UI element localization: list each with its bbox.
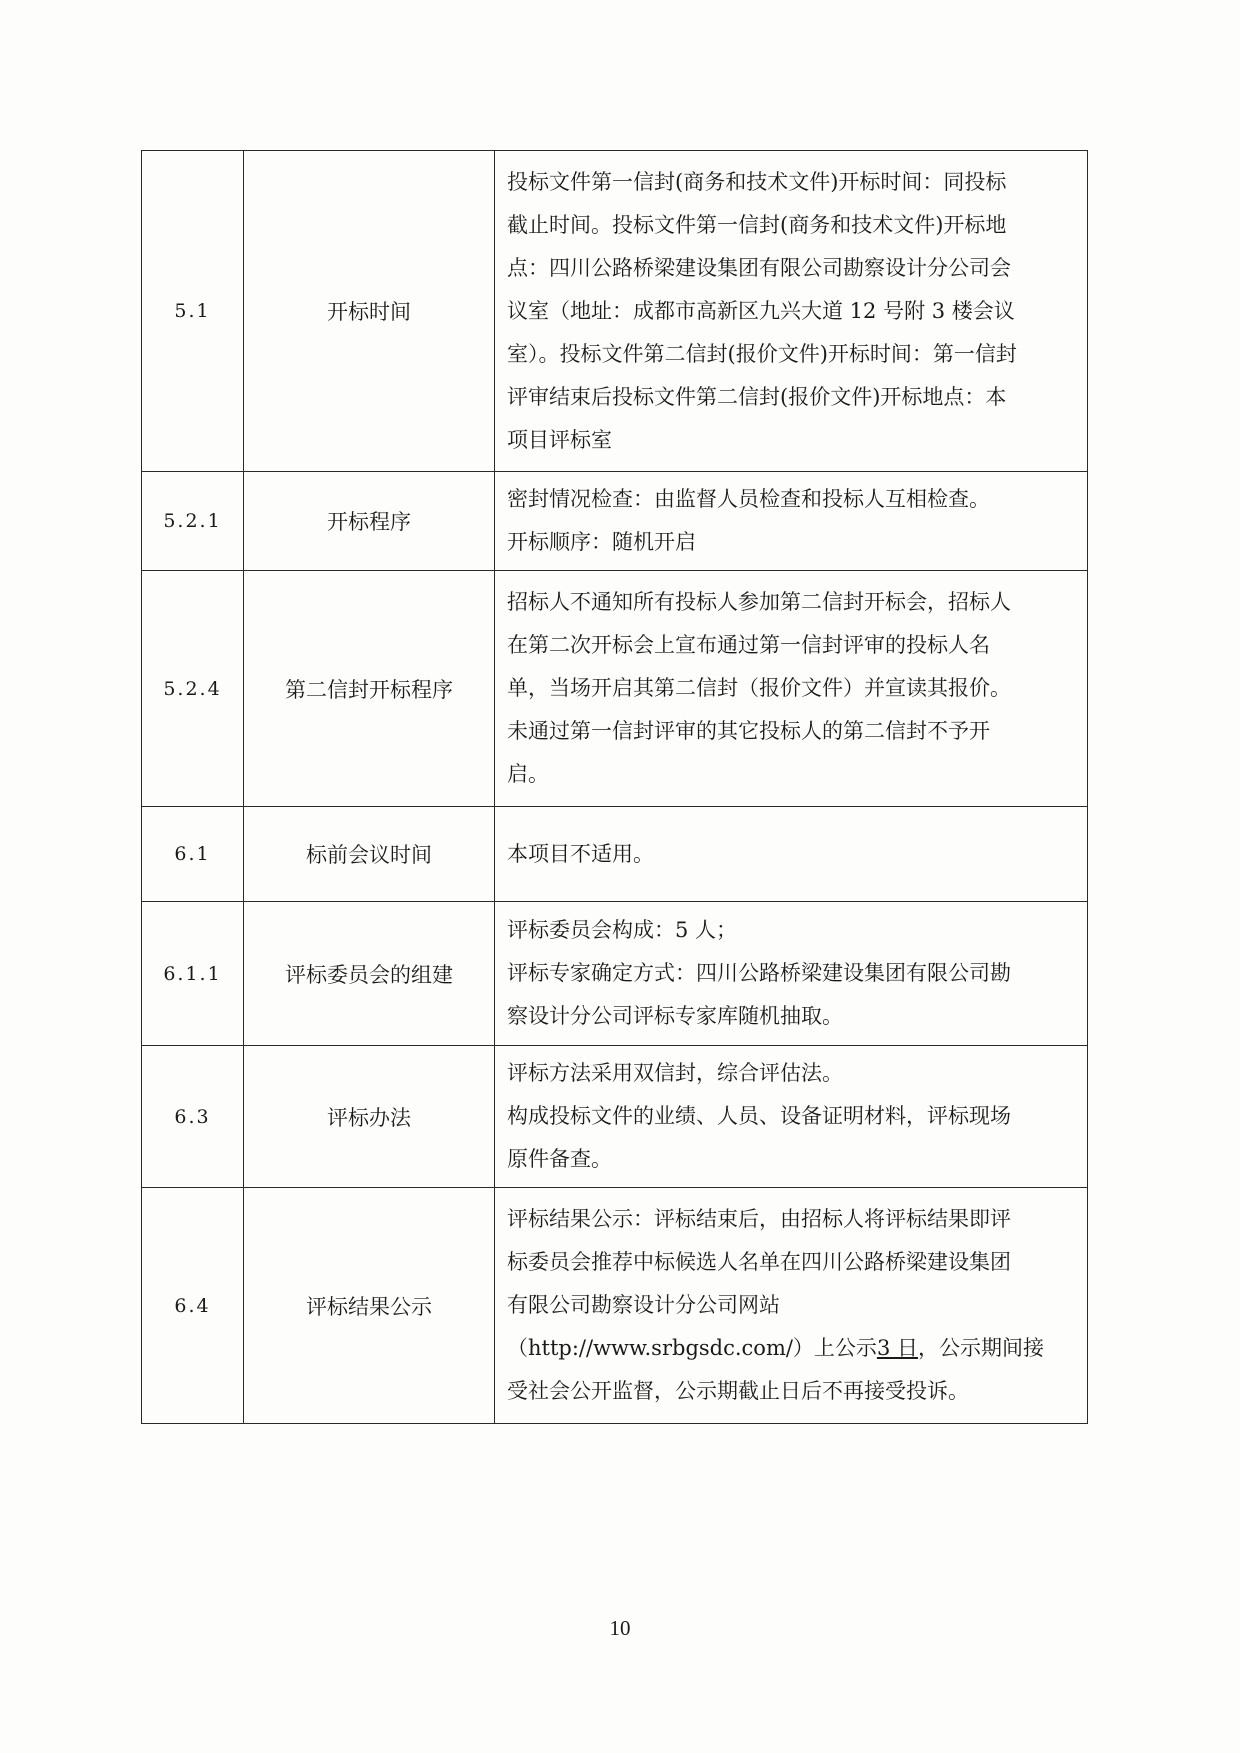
clause-content [495, 151, 1088, 472]
website-url-text: （http://www.srbgsdc.com/）上公示 [507, 1336, 877, 1360]
clause-content [495, 571, 1088, 807]
table-row [142, 151, 1088, 472]
table-row [142, 472, 1088, 571]
clause-content [495, 1046, 1088, 1188]
clause-number: 6.4 [142, 1188, 244, 1424]
clause-number: 6.1 [142, 807, 244, 902]
clause-table [141, 150, 1088, 1424]
table-row [142, 1188, 1088, 1424]
content-line: 单，当场开启其第二信封（报价文件）并宣读其报价。 [507, 676, 1011, 700]
clause-name: 开标程序 [244, 472, 495, 571]
content-line [507, 1327, 1075, 1370]
content-line: 密封情况检查：由监督人员检查和投标人互相检查。 [507, 487, 990, 511]
clause-content [495, 1188, 1088, 1424]
content-line: 察设计分公司评标专家库随机抽取。 [507, 1004, 843, 1028]
clause-number: 5.1 [142, 151, 244, 472]
content-line: 标委员会推荐中标候选人名单在四川公路桥梁建设集团 [507, 1250, 1011, 1274]
table-row [142, 571, 1088, 807]
content-line: 截止时间。投标文件第一信封(商务和技术文件)开标地 [507, 212, 1007, 237]
clause-content [495, 472, 1088, 571]
content-line: 评标结果公示：评标结束后，由招标人将评标结果即评 [507, 1207, 1011, 1231]
content-line: 构成投标文件的业绩、人员、设备证明材料，评标现场 [507, 1104, 1011, 1128]
clause-number: 5.2.1 [142, 472, 244, 571]
table-row [142, 902, 1088, 1046]
content-line: 评审结束后投标文件第二信封(报价文件)开标地点：本 [507, 384, 1007, 409]
clause-name: 开标时间 [244, 151, 495, 472]
content-line: 项目评标室 [507, 427, 612, 452]
clause-number: 6.1.1 [142, 902, 244, 1046]
content-line: 评标方法采用双信封，综合评估法。 [507, 1061, 843, 1085]
content-line: 评标委员会构成：5 人； [507, 918, 738, 942]
clause-content [495, 807, 1088, 902]
content-line: 投标文件第一信封(商务和技术文件)开标时间：同投标 [507, 169, 1007, 194]
content-line: 开标顺序：随机开启 [507, 530, 696, 554]
clause-number: 5.2.4 [142, 571, 244, 807]
content-line: 在第二次开标会上宣布通过第一信封评审的投标人名 [507, 633, 990, 657]
clause-name: 标前会议时间 [244, 807, 495, 902]
content-line: 点：四川公路桥梁建设集团有限公司勘察设计分公司会 [507, 255, 1011, 280]
content-line: 室）。投标文件第二信封(报价文件)开标时间：第一信封 [507, 341, 1017, 366]
content-line: 招标人不通知所有投标人参加第二信封开标会，招标人 [507, 590, 1011, 614]
content-line: 评标专家确定方式：四川公路桥梁建设集团有限公司勘 [507, 961, 1011, 985]
clause-name: 第二信封开标程序 [244, 571, 495, 807]
publicity-days: 3 日 [876, 1336, 918, 1360]
content-line-tail: ，公示期间接 [917, 1336, 1044, 1360]
content-line: 议室（地址：成都市高新区九兴大道 12 号附 3 楼会议 [507, 298, 1015, 323]
content-line: 本项目不适用。 [507, 841, 654, 866]
clause-content [495, 902, 1088, 1046]
content-line: 有限公司勘察设计分公司网站 [507, 1293, 780, 1317]
content-line: 受社会公开监督，公示期截止日后不再接受投诉。 [507, 1379, 969, 1403]
table-row [142, 807, 1088, 902]
content-line: 未通过第一信封评审的其它投标人的第二信封不予开 [507, 719, 990, 743]
clause-name: 评标委员会的组建 [244, 902, 495, 1046]
clause-number: 6.3 [142, 1046, 244, 1188]
clause-name: 评标结果公示 [244, 1188, 495, 1424]
content-line: 启。 [507, 762, 549, 786]
content-line: 原件备查。 [507, 1147, 612, 1171]
clause-name: 评标办法 [244, 1046, 495, 1188]
table-row [142, 1046, 1088, 1188]
page-number: 10 [609, 1616, 631, 1640]
